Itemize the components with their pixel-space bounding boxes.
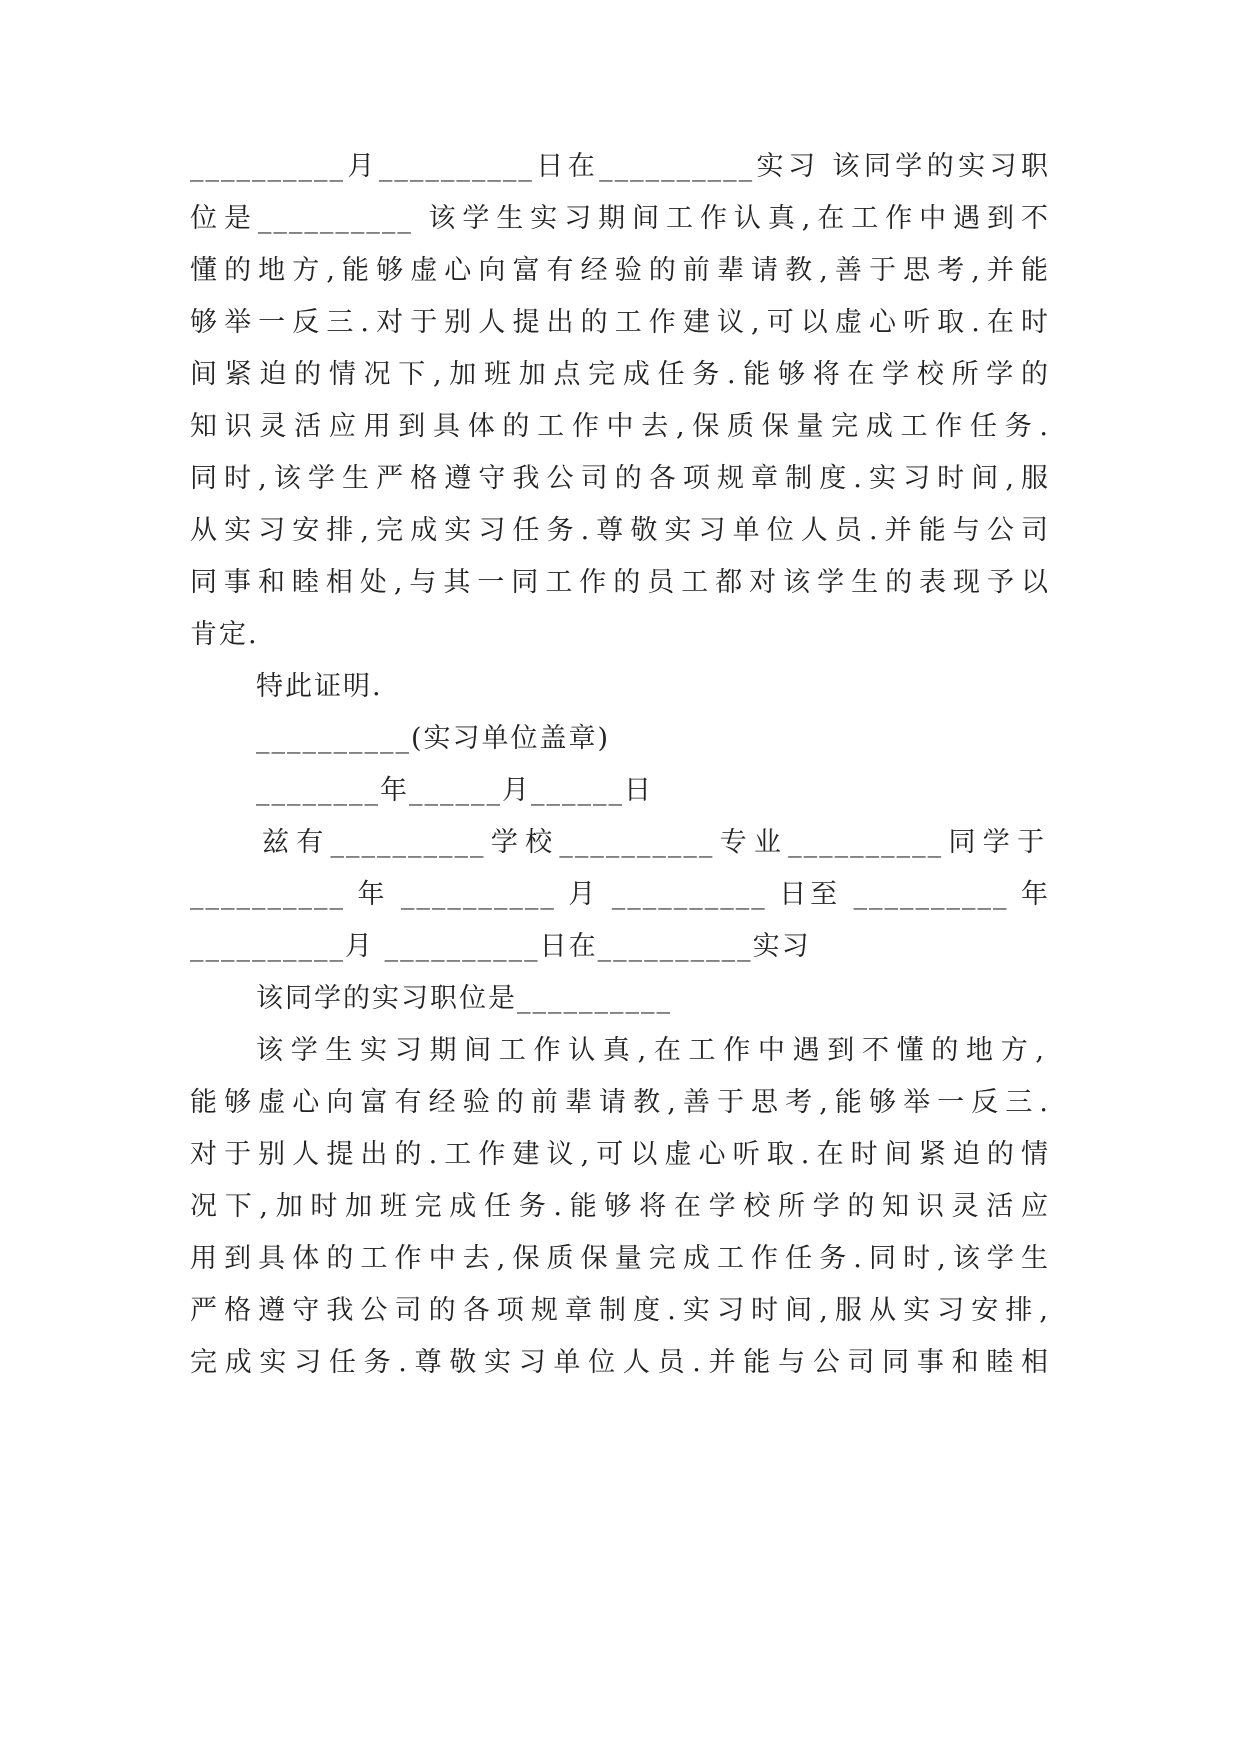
- text-line: 从实习安排,完成实习任务.尊敬实习单位人员.并能与公司: [190, 515, 1050, 546]
- text-line: 况下,加时加班完成任务.能够将在学校所学的知识灵活应: [190, 1191, 1050, 1222]
- text-line: 够举一反三.对于别人提出的工作建议,可以虚心听取.在时: [190, 307, 1050, 338]
- text-line: 懂的地方,能够虚心向富有经验的前辈请教,善于思考,并能: [190, 255, 1050, 286]
- seal-line: __________(实习单位盖章): [256, 723, 611, 754]
- text-line: 严格遵守我公司的各项规章制度.实习时间,服从实习安排,: [190, 1295, 1050, 1326]
- text-line: 位是__________ 该学生实习期间工作认真,在工作中遇到不: [190, 203, 1050, 234]
- text-line: 同时,该学生严格遵守我公司的各项规章制度.实习时间,服: [190, 463, 1050, 494]
- closing-statement: 特此证明.: [256, 671, 383, 702]
- text-line: 对于别人提出的.工作建议,可以虚心听取.在时间紧迫的情: [190, 1139, 1050, 1170]
- text-line: 能够虚心向富有经验的前辈请教,善于思考,能够举一反三.: [190, 1087, 1050, 1118]
- text-line: 该学生实习期间工作认真,在工作中遇到不懂的地方,: [256, 1035, 1046, 1066]
- text-line: __________ 年 __________ 月 __________ 日至 __________ 年: [190, 879, 1050, 910]
- text-line: 肯定.: [190, 619, 259, 650]
- text-line: 该同学的实习职位是__________: [256, 983, 672, 1014]
- text-line: 完成实习任务.尊敬实习单位人员.并能与公司同事和睦相: [190, 1347, 1050, 1378]
- text-line: 间紧迫的情况下,加班加点完成任务.能够将在学校所学的: [190, 359, 1050, 390]
- text-line: __________月 __________日在__________实习: [190, 931, 811, 962]
- text-line: 兹有__________学校__________专业__________同学于: [262, 827, 1046, 858]
- date-line: ________年______月______日: [256, 775, 653, 806]
- text-line: 同事和睦相处,与其一同工作的员工都对该学生的表现予以: [190, 567, 1050, 598]
- text-line: __________月__________日在__________实习 该同学的实习职: [190, 151, 1050, 182]
- text-line: 用到具体的工作中去,保质保量完成工作任务.同时,该学生: [190, 1243, 1050, 1274]
- text-line: 知识灵活应用到具体的工作中去,保质保量完成工作任务.: [190, 411, 1050, 442]
